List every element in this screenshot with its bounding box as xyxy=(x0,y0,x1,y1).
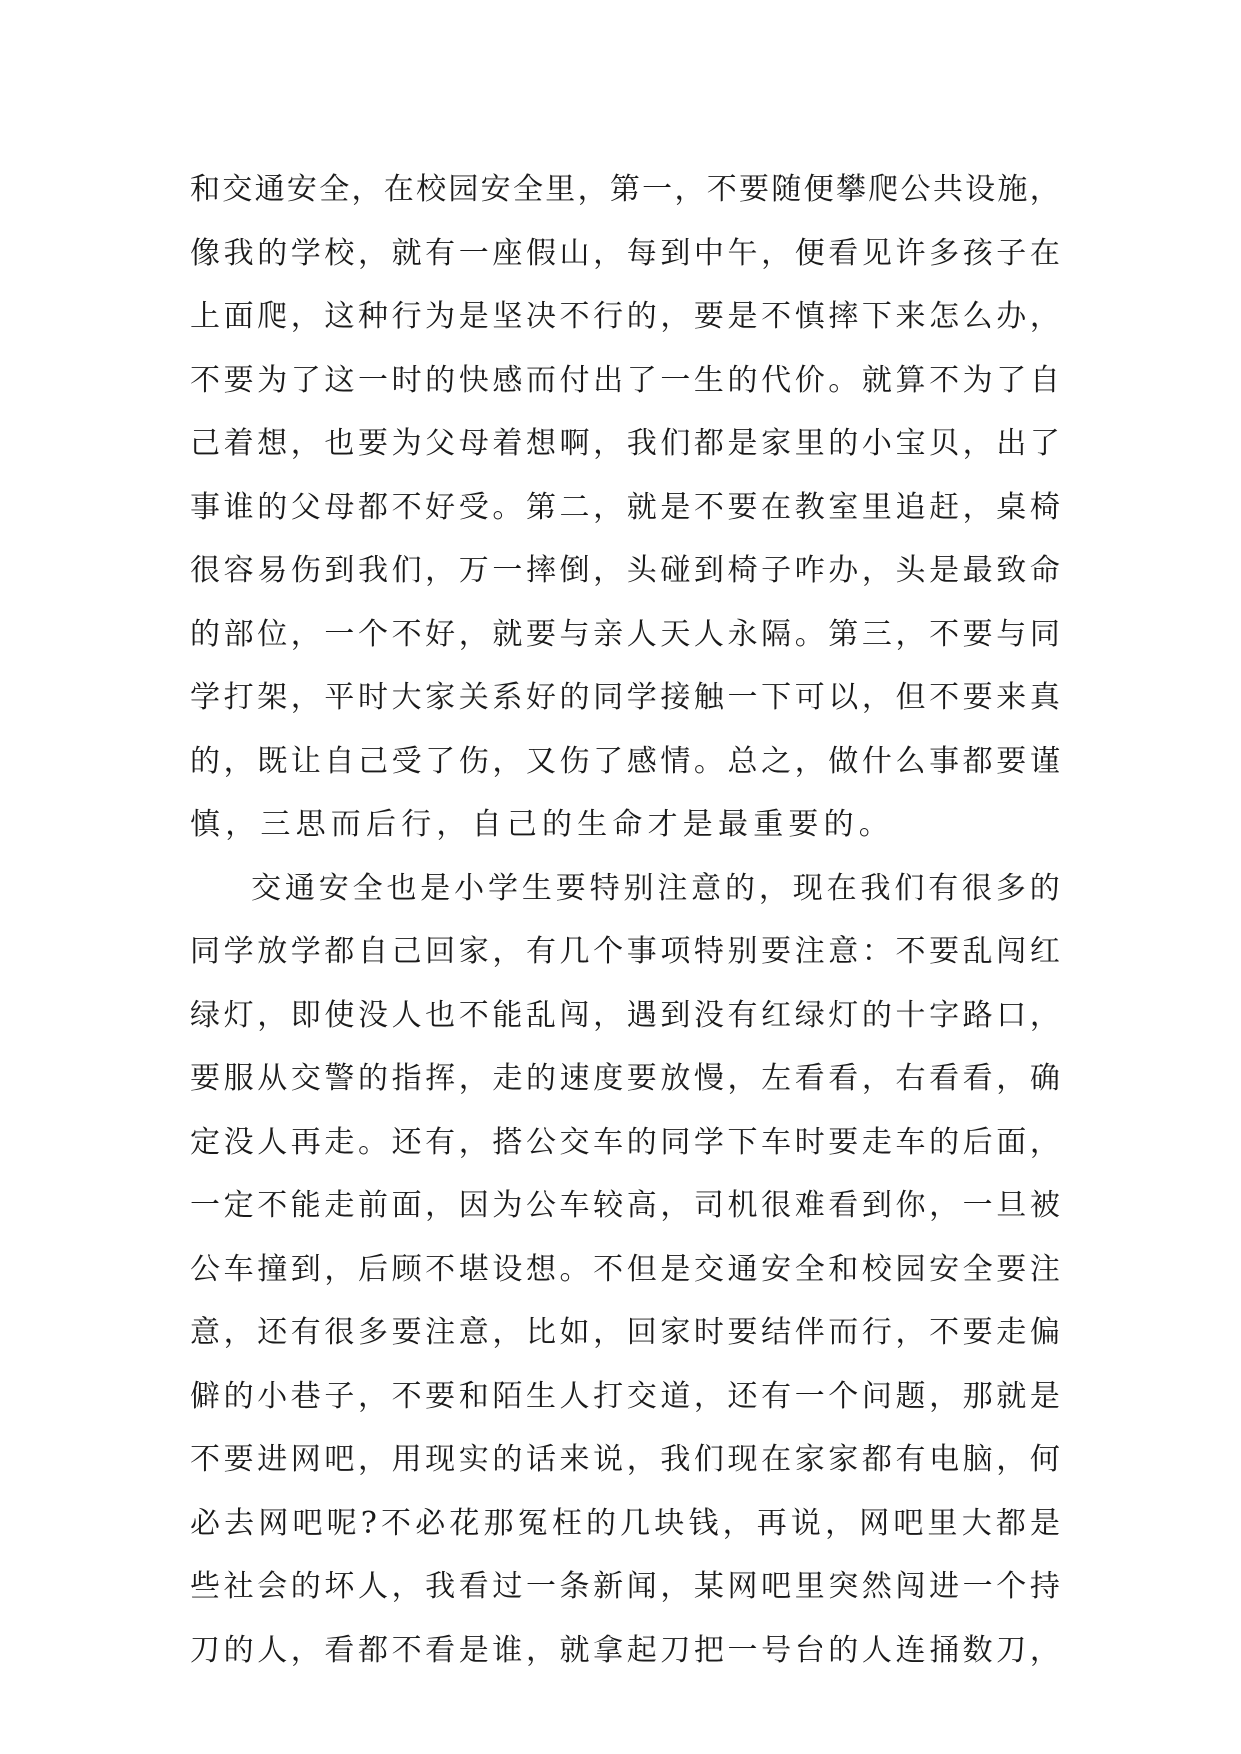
text-line: 同 学 放 学 都 自 己 回 家 ， 有 几 个 事 项 特 别 要 注 意 ： 不 要 乱 闯 红 xyxy=(190,934,1060,969)
text-line: 必 去 网 吧 呢 ? 不 必 花 那 冤 枉 的 几 块 钱 ， 再 说 ， 网 吧 里 大 都 是 xyxy=(190,1505,1060,1541)
text-line: 些 社 会 的 坏 人 ， 我 看 过 一 条 新 闻 ， 某 网 吧 里 突 然 闯 进 一 个 持 xyxy=(190,1569,1060,1604)
text-line: 不 要 进 网 吧 ， 用 现 实 的 话 来 说 ， 我 们 现 在 家 家 都 有 电 脑 ， 何 xyxy=(190,1442,1060,1477)
text-line: 上 面 爬 ， 这 种 行 为 是 坚 决 不 行 的 ， 要 是 不 慎 摔 下 来 怎 么 办 ， xyxy=(190,299,1060,334)
text-line: 僻 的 小 巷 子 ， 不 要 和 陌 生 人 打 交 道 ， 还 有 一 个 问 题 ， 那 就 是 xyxy=(190,1378,1060,1414)
text-line: 学 打 架 ， 平 时 大 家 关 系 好 的 同 学 接 触 一 下 可 以 ， 但 不 要 来 真 xyxy=(190,680,1060,715)
paragraph-2 xyxy=(190,857,1060,1683)
paragraph-1 xyxy=(190,158,1060,857)
text-line: 一 定 不 能 走 前 面 ， 因 为 公 车 较 高 ， 司 机 很 难 看 到 你 ， 一 旦 被 xyxy=(190,1188,1060,1223)
body-text xyxy=(190,158,1060,1682)
text-line: 己 着 想 ， 也 要 为 父 母 着 想 啊 ， 我 们 都 是 家 里 的 小 宝 贝 ， 出 了 xyxy=(190,426,1060,461)
text-line: 的 ， 既 让 自 己 受 了 伤 ， 又 伤 了 感 情 。 总 之 ， 做 什 么 事 都 要 谨 xyxy=(190,743,1060,779)
text-line: 很 容 易 伤 到 我 们 ， 万 一 摔 倒 ， 头 碰 到 椅 子 咋 办 ， 头 是 最 致 命 xyxy=(190,553,1060,588)
text-line: 像 我 的 学 校 ， 就 有 一 座 假 山 ， 每 到 中 午 ， 便 看 见 许 多 孩 子 在 xyxy=(190,235,1060,271)
text-line: 和 交 通 安 全 ， 在 校 园 安 全 里 ， 第 一 ， 不 要 随 便 攀 爬 公 共 设 施 ， xyxy=(190,172,1060,207)
text-line: 定 没 人 再 走 。 还 有 ， 搭 公 交 车 的 同 学 下 车 时 要 走 车 的 后 面 ， xyxy=(190,1124,1060,1160)
text-line: 慎，三思而后行，自己的生命才是最重要的。 xyxy=(190,807,894,842)
text-line: 事 谁 的 父 母 都 不 好 受 。 第 二 ， 就 是 不 要 在 教 室 里 追 赶 ， 桌 椅 xyxy=(190,489,1060,525)
text-line: 不 要 为 了 这 一 时 的 快 感 而 付 出 了 一 生 的 代 价 。 就 算 不 为 了 自 xyxy=(190,362,1060,398)
text-line: 要 服 从 交 警 的 指 挥 ， 走 的 速 度 要 放 慢 ， 左 看 看 ， 右 看 看 ， 确 xyxy=(190,1061,1060,1096)
text-line: 刀 的 人 ， 看 都 不 看 是 谁 ， 就 拿 起 刀 把 一 号 台 的 人 连 捅 数 刀 ， xyxy=(190,1632,1060,1668)
text-line: 意 ， 还 有 很 多 要 注 意 ， 比 如 ， 回 家 时 要 结 伴 而 行 ， 不 要 走 偏 xyxy=(190,1315,1060,1350)
text-line: 的 部 位 ， 一 个 不 好 ， 就 要 与 亲 人 天 人 永 隔 。 第 三 ， 不 要 与 同 xyxy=(190,616,1060,652)
text-line: 绿 灯 ， 即 使 没 人 也 不 能 乱 闯 ， 遇 到 没 有 红 绿 灯 的 十 字 路 口 ， xyxy=(190,997,1060,1033)
text-line: 交 通 安 全 也 是 小 学 生 要 特 别 注 意 的 ， 现 在 我 们 有 很 多 的 xyxy=(251,870,1060,906)
text-line: 公 车 撞 到 ， 后 顾 不 堪 设 想 。 不 但 是 交 通 安 全 和 校 园 安 全 要 注 xyxy=(190,1251,1060,1287)
